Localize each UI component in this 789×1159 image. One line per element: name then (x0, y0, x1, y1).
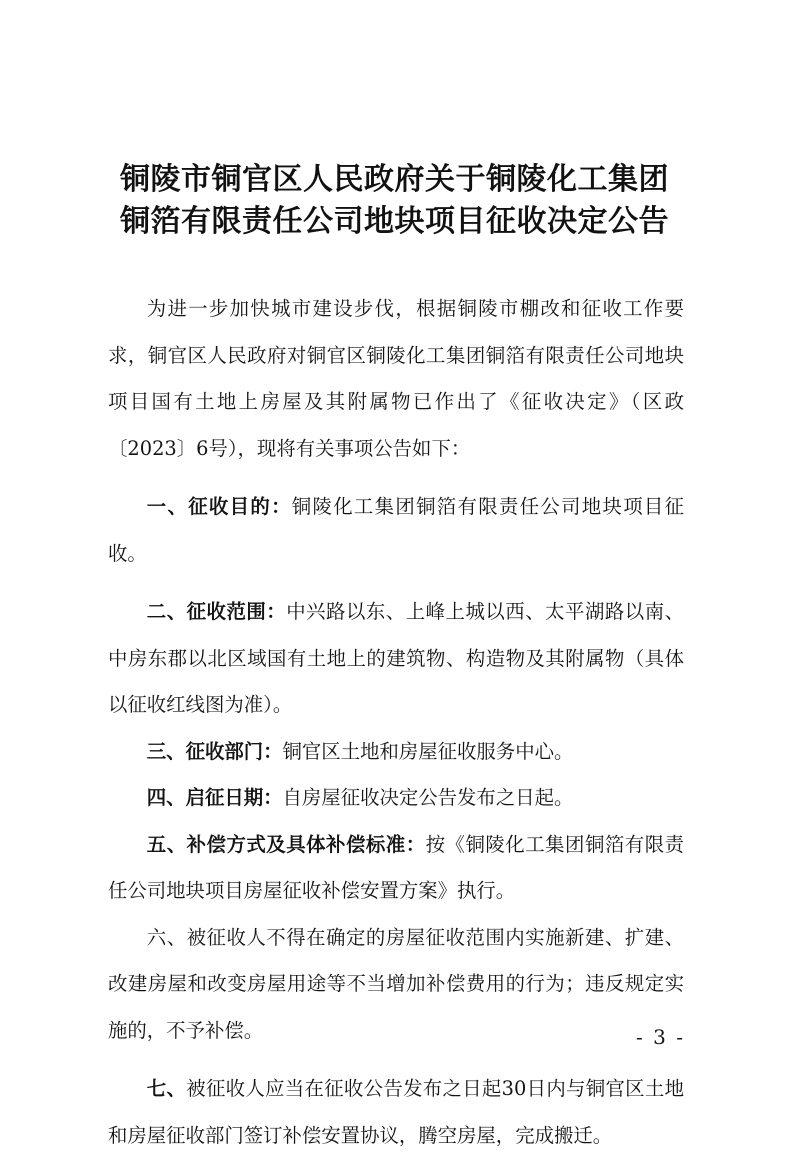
item-scope-text: 中兴路以东、上峰上城以西、太平湖路以南、中房东郡以北区域国有土地上的建筑物、构造物及其附属物（具体以征收红线图为准）。 (108, 600, 685, 716)
item-start-date-text: 自房屋征收决定公告发布之日起。 (282, 786, 574, 809)
title-line-1: 铜陵市铜官区人民政府关于铜陵化工集团 (120, 162, 669, 197)
item-start-date (108, 775, 684, 822)
item-purpose-label: 一、征收目的： (146, 495, 292, 518)
intro-paragraph: 为进一步加快城市建设步伐，根据铜陵市棚改和征收工作要求，铜官区人民政府对铜官区铜陵化工集团铜箔有限责任公司地块项目国有土地上房屋及其附属物已作出了《征收决定》（区政〔2023〕6号），现将有关事项公告如下： (108, 297, 684, 460)
item-relocation-label: 七、 (146, 1077, 187, 1100)
item-department (108, 729, 684, 776)
item-compensation-label: 五、补偿方式及具体补偿标准： (146, 832, 426, 856)
page-number: - 3 - (636, 1025, 685, 1049)
item-relocation (108, 1066, 684, 1159)
item-purpose-text: 铜陵化工集团铜箔有限责任公司地块项目征收。 (108, 495, 685, 565)
item-department-label: 三、征收部门： (146, 739, 283, 763)
title-line-2: 铜箔有限责任公司地块项目征收决定公告 (120, 204, 669, 239)
item-purpose (108, 484, 684, 577)
item-restrictions-label: 六、 (146, 925, 187, 949)
item-scope (108, 589, 684, 729)
item-department-text: 铜官区土地和房屋征收服务中心。 (282, 739, 574, 763)
item-compensation (108, 822, 684, 915)
item-restrictions (108, 915, 684, 1055)
item-start-date-label: 四、启征日期： (146, 786, 283, 809)
item-scope-label: 二、征收范围： (146, 600, 287, 623)
item-relocation-text: 被征收人应当在征收公告发布之日起30日内与铜官区土地和房屋征收部门签订补偿安置协议，腾空房屋，完成搬迁。 (108, 1077, 684, 1147)
item-restrictions-text: 被征收人不得在确定的房屋征收范围内实施新建、扩建、改建房屋和改变房屋用途等不当增加补偿费用的行为；违反规定实施的，不予补偿。 (108, 925, 685, 1042)
item-compensation-text: 按《铜陵化工集团铜箔有限责任公司地块项目房屋征收补偿安置方案》执行。 (108, 832, 685, 902)
announcement-body (108, 286, 684, 1159)
